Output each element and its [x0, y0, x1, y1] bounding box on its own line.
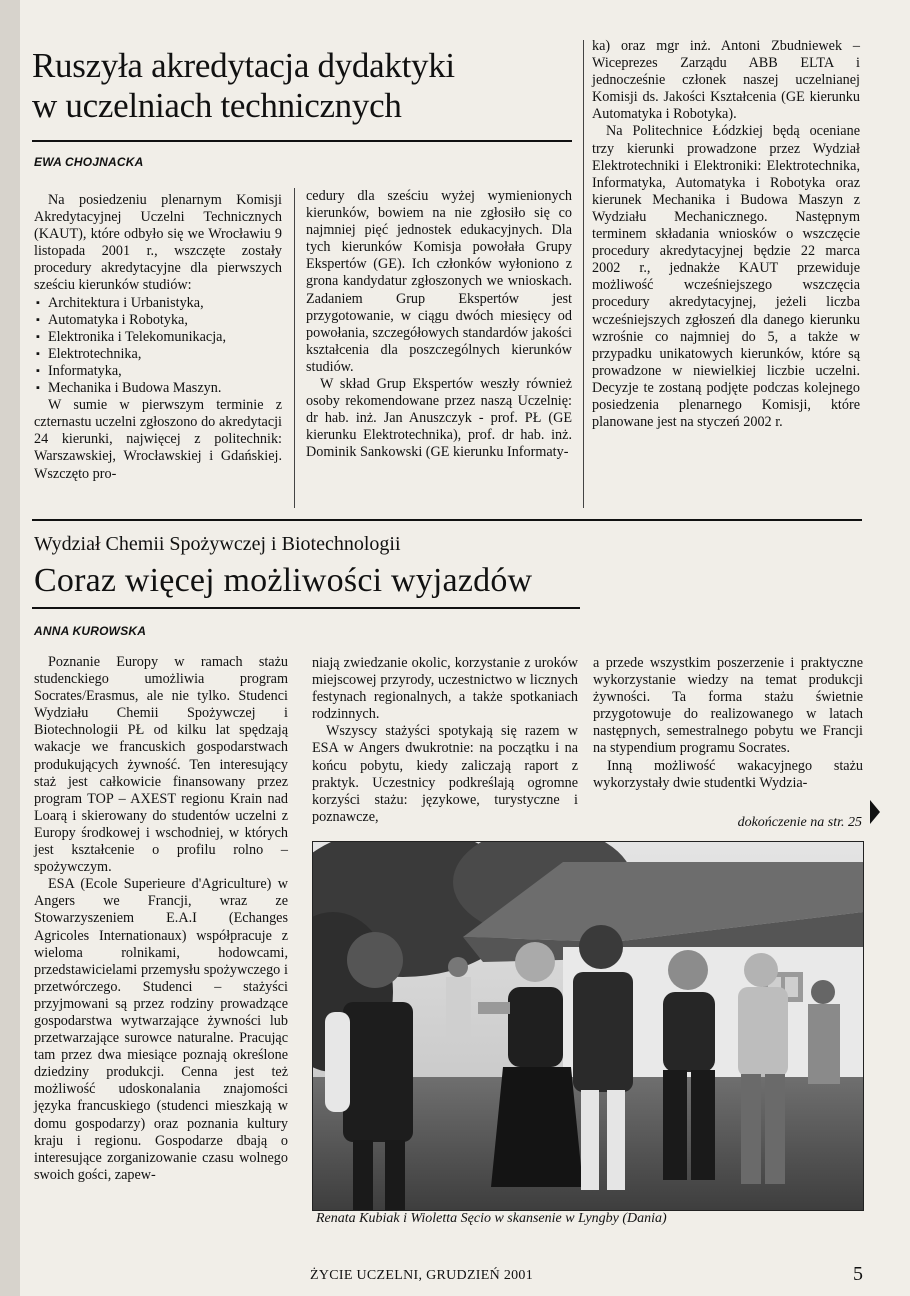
article1-program-list	[34, 295, 282, 398]
article2-col1-paragraph-1: Poznanie Europy w ramach stażu studenckiego umożliwia program Socrates/Erasmus, ale nie tylko. Studenci Wydziału Chemii Spożywczej i Biotechnologii PŁ od kilku lat spędzają wakacje we francuskich gospodarstwach produkujących żywność. Ten interesujący staż jest całkowicie finansowany przez program TOP – AXEST regionu Krain nad Loarą i skierowany do studentów uczelni z Europy środkowej i wschodniej, w których jest kształcenie o profilu rolno – spożywczym.	[34, 654, 288, 876]
footer-publication: ŻYCIE UCZELNI, GRUDZIEŃ 2001	[310, 1268, 534, 1283]
article2-title-rule	[32, 607, 580, 609]
list-item: ▪ Elektronika i Telekomunikacja,	[34, 329, 282, 346]
list-item: ▪ Automatyka i Robotyka,	[34, 312, 282, 329]
page-gutter-shadow	[0, 0, 20, 1296]
article2-title: Coraz więcej możliwości wyjazdów	[34, 562, 533, 599]
article1-title-line2: w uczelniach technicznych	[32, 86, 402, 125]
column-divider	[294, 188, 295, 508]
article1-column-1	[34, 192, 282, 483]
article1-column-3	[592, 38, 860, 431]
article2-kicker: Wydział Chemii Spożywczej i Biotechnologii	[34, 533, 401, 555]
article1-col3-paragraph-1: ka) oraz mgr inż. Antoni Zbudniewek – Wiceprezes Zarządu ABB ELTA i jednocześnie członek naszej uczelnianej Komisji ds. Jakości Kształcenia (GE kierunku Automatyka i Robotyka).	[592, 38, 860, 123]
photo-illustration	[313, 842, 863, 1210]
article2-column-2	[312, 655, 578, 826]
continued-note: dokończenie na str. 25	[737, 815, 862, 830]
list-item: ▪ Informatyka,	[34, 363, 282, 380]
column-divider	[583, 40, 584, 508]
continue-arrow-icon	[870, 800, 880, 824]
article2-col3-paragraph-2: Inną możliwość wakacyjnego stażu wykorzystały dwie studentki Wydzia-	[593, 757, 863, 791]
page-number: 5	[853, 1263, 863, 1285]
article2-col3-paragraph-1: a przede wszystkim poszerzenie i praktyczne wykorzystanie wiedzy na temat produkcji żywności. Ta forma stażu świetnie przygotowuje do realizowanego w latach następnych, semestralnego pobytu we Francji na stypendium programu Socrates.	[593, 655, 863, 757]
list-item: ▪ Elektrotechnika,	[34, 346, 282, 363]
article1-col2-paragraph-2: W skład Grup Ekspertów weszły również osoby rekomendowane przez naszą Uczelnię: dr hab. inż. Jan Anuszczyk - prof. PŁ (GE kierunku Elektrotechnika), prof. dr hab. inż. Dominik Sankowski (GE kierunku Informaty-	[306, 376, 572, 461]
article1-author: EWA CHOJNACKA	[34, 155, 144, 169]
list-item: ▪ Mechanika i Budowa Maszyn.	[34, 380, 282, 397]
article1-col2-paragraph-1: cedury dla sześciu wyżej wymienionych kierunków, bowiem na nie zgłosiło się co najmniej pięć jednostek edukacyjnych. Dla tych kierunków Komisja powołała Grupy Ekspertów (GE). Ich członków wyłoniono z grona kandydatur zgłoszonych we wnioskach. Zadaniem Grup Ekspertów jest przygotowanie, w ciągu dwóch miesięcy od powołania, szczegółowych standardów jakości kształcenia dla poszczególnych kierunków studiów.	[306, 188, 572, 375]
article2-column-1	[34, 654, 288, 1184]
article2-col2-paragraph-2: Wszyscy stażyści spotykają się razem w ESA w Angers dwukrotnie: na początku i na końcu pobytu, kiedy zaliczają raport z praktyk. Uczestnicy podkreślają ogromne korzyści stażu: językowe, turystyczne i poznawcze,	[312, 723, 578, 825]
folk-dance-photo	[312, 841, 864, 1211]
article1-title	[32, 46, 592, 126]
article2-column-3	[593, 655, 863, 792]
article1-title-line1: Ruszyła akredytacja dydaktyki	[32, 46, 455, 85]
article1-column-2	[306, 188, 572, 462]
article1-col3-paragraph-2: Na Politechnice Łódzkiej będą oceniane trzy kierunki prowadzone przez Wydział Elektrotechniki i Elektroniki: Elektrotechnika, Informatyka, Automatyka i Robotyka oraz kierunek Mechanika i Budowa Maszyn z Wydziału Mechanicznego. Następnym terminem składania wniosków o wszczęcie procedury akredytacyjnej będzie 22 marca 2002 r., jednakże KAUT przewiduje możliwość wcześniejszego wszczęcia procedury akredytacyjnej, jeżeli liczba wcześniejszych zgłoszeń dla danego kierunku wzrośnie co najmniej do 5, a także w przypadku unikatowych kierunków, które są prowadzone w niewielkiej liczbie uczelni. Decyzje te zostaną podjęte podczas kolejnego posiedzenia plenarnego Komisji, które planowane jest na styczeń 2002 r.	[592, 123, 860, 431]
list-item: ▪ Architektura i Urbanistyka,	[34, 295, 282, 312]
article1-col1-paragraph-2: W sumie w pierwszym terminie z czternastu uczelni zgłoszono do akredytacji 24 kierunki, najwięcej z politechnik: Warszawskiej, Wrocławskiej i Gdańskiej. Wszczęto pro-	[34, 397, 282, 482]
article1-col1-paragraph-1: Na posiedzeniu plenarnym Komisji Akredytacyjnej Uczelni Technicznych (KAUT), które odbyło się we Wrocławiu 9 listopada 2001 r., wszczęte zostały procedury akredytacyjne dla pierwszych sześciu kierunków studiów:	[34, 192, 282, 294]
article2-author: ANNA KUROWSKA	[34, 624, 147, 638]
section-divider-rule	[32, 519, 862, 521]
article2-col1-paragraph-2: ESA (Ecole Superieure d'Agriculture) w Angers we Francji, wraz ze Stowarzyszeniem E.A.I (Echanges Agricoles Internationaux) współpracuje z wieloma rolnikami, hodowcami, przedstawicielami przemysłu spożywczego i przetwórczego. Studenci – stażyści przyjmowani są przez rodziny prowadzące gospodarstwa wytwarzające żywności lub przetwarzające surowce naturalne. Pracując tam przez dwa miesiące poznają określone dziedziny produkcji. Cenna jest też możliwość udoskonalania znajomości języka francuskiego (studenci mieszkają w domu gospodarzy) oraz poznania kultury kraju i regionu. Gospodarze dbają o interesujące zorganizowanie czasu wolnego swoich gości, zapew-	[34, 876, 288, 1183]
article2-col2-paragraph-1: niają zwiedzanie okolic, korzystanie z uroków miejscowej przyrody, uczestnictwo w licznych festynach regionalnych, a także spotkaniach rodzinnych.	[312, 655, 578, 723]
article1-title-rule	[32, 140, 572, 142]
photo-caption: Renata Kubiak i Wioletta Sęcio w skansenie w Lyngby (Dania)	[316, 1211, 667, 1226]
